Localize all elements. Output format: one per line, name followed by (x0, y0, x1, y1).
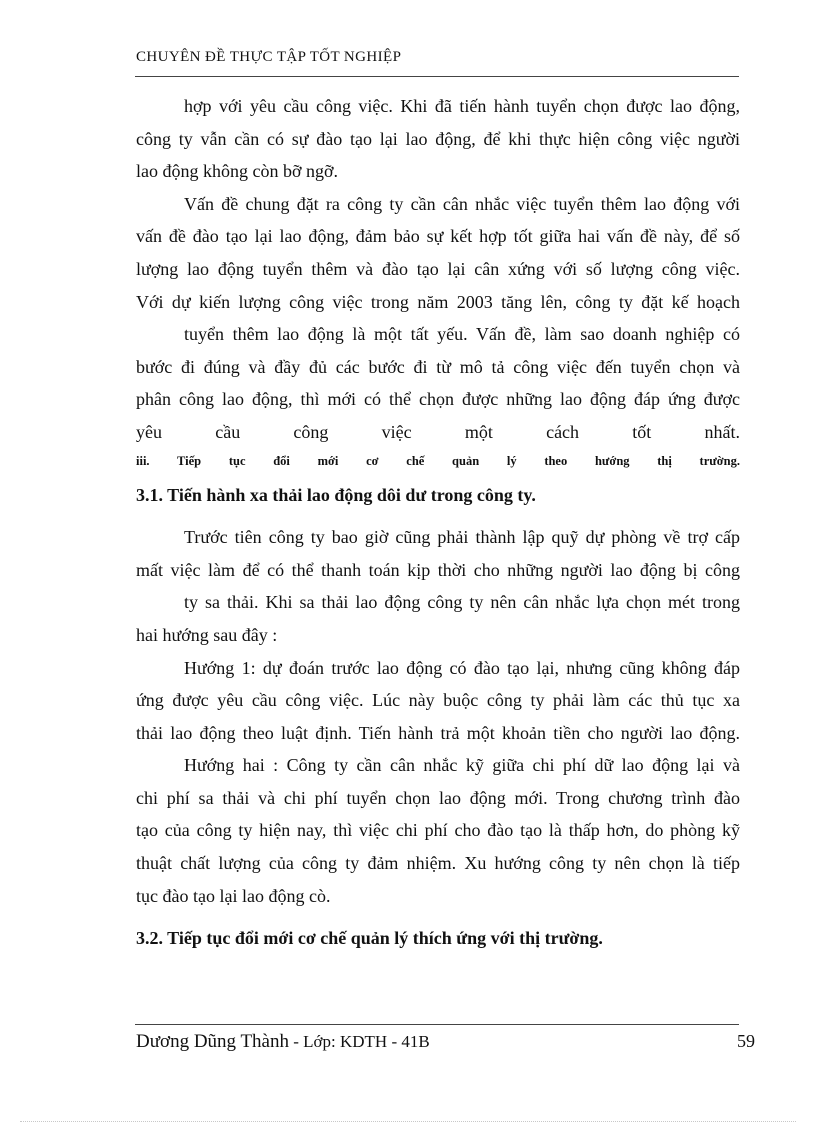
body-line: tuyển thêm lao động là một tất yếu. Vấn đề, làm sao doanh nghiệp có (184, 324, 740, 345)
body-line: phân công lao động, thì mới có thể chọn được những lao động đáp ứng được (136, 389, 740, 410)
body-line: mất việc làm để có thể thanh toán kịp thời cho những người lao động bị công (136, 559, 740, 580)
body-line: vấn đề đào tạo lại lao động, đảm bảo sự kết hợp tốt giữa hai vấn đề này, để số (136, 226, 740, 247)
section-heading-roman: iii. Tiếp tục đổi mới cơ chế quản lý theo hướng thị trường. (136, 453, 740, 468)
body-line: lượng lao động tuyển thêm và đào tạo lại cân xứng với số lượng công việc. (136, 258, 740, 279)
footer-author-line (136, 1031, 430, 1053)
section-heading-3-2: 3.2. Tiếp tục đổi mới cơ chế quản lý thích ứng với thị trường. (136, 928, 603, 949)
page-bottom-dotted-border (20, 1121, 796, 1122)
section-heading-3-1: 3.1. Tiến hành xa thải lao động dôi dư trong công ty. (136, 484, 536, 505)
body-line: tục đào tạo lại lao động cò. (136, 885, 331, 906)
body-line: hai hướng sau đây : (136, 624, 278, 645)
body-line: yêu cầu công việc một cách tốt nhất. (136, 421, 740, 442)
page-header-title: CHUYÊN ĐỀ THỰC TẬP TỐT NGHIỆP (136, 49, 402, 65)
footer-rule (135, 1024, 739, 1025)
body-line: công ty vẫn cần có sự đào tạo lại lao động, để khi thực hiện công việc người (136, 128, 740, 149)
footer-class-info: - Lớp: KDTH - 41B (288, 1032, 430, 1051)
document-body (136, 90, 740, 955)
footer-author: Dương Dũng Thành (136, 1031, 289, 1052)
page-number: 59 (737, 1031, 755, 1051)
body-line: ứng được yêu cầu công việc. Lúc này buộc công ty phải làm các thủ tục xa (136, 690, 740, 711)
body-line: Hướng 1: dự đoán trước lao động có đào tạo lại, nhưng cũng không đáp (184, 657, 740, 678)
body-line: bước đi đúng và đầy đủ các bước đi từ mô tả công việc đến tuyển chọn và (136, 356, 740, 377)
header-rule (135, 76, 739, 77)
body-line: hợp với yêu cầu công việc. Khi đã tiến hành tuyển chọn được lao động, (184, 96, 740, 116)
body-line: ty sa thải. Khi sa thải lao động công ty nên cân nhắc lựa chọn mét trong (184, 592, 740, 613)
body-line: tạo của công ty hiện nay, thì việc chi phí cho đào tạo là thấp hơn, do phòng kỹ (136, 820, 740, 841)
body-line: thải lao động theo luật định. Tiến hành trả một khoản tiền cho người lao động. (136, 722, 740, 743)
body-line: Trước tiên công ty bao giờ cũng phải thành lập quỹ dự phòng về trợ cấp (184, 527, 740, 548)
body-line: chi phí sa thải và chi phí tuyển chọn lao động mới. Trong chương trình đào (136, 787, 740, 808)
body-line: Với dự kiến lượng công việc trong năm 2003 tăng lên, công ty đặt kế hoạch (136, 291, 740, 312)
body-line: lao động không còn bỡ ngỡ. (136, 161, 339, 182)
body-line: Vấn đề chung đặt ra công ty cần cân nhắc việc tuyển thêm lao động với (184, 193, 740, 214)
body-line: Hướng hai : Công ty cần cân nhắc kỹ giữa chi phí dữ lao động lại và (184, 755, 740, 776)
body-line: thuật chất lượng của công ty đảm nhiệm. Xu hướng công ty nên chọn là tiếp (136, 853, 740, 874)
